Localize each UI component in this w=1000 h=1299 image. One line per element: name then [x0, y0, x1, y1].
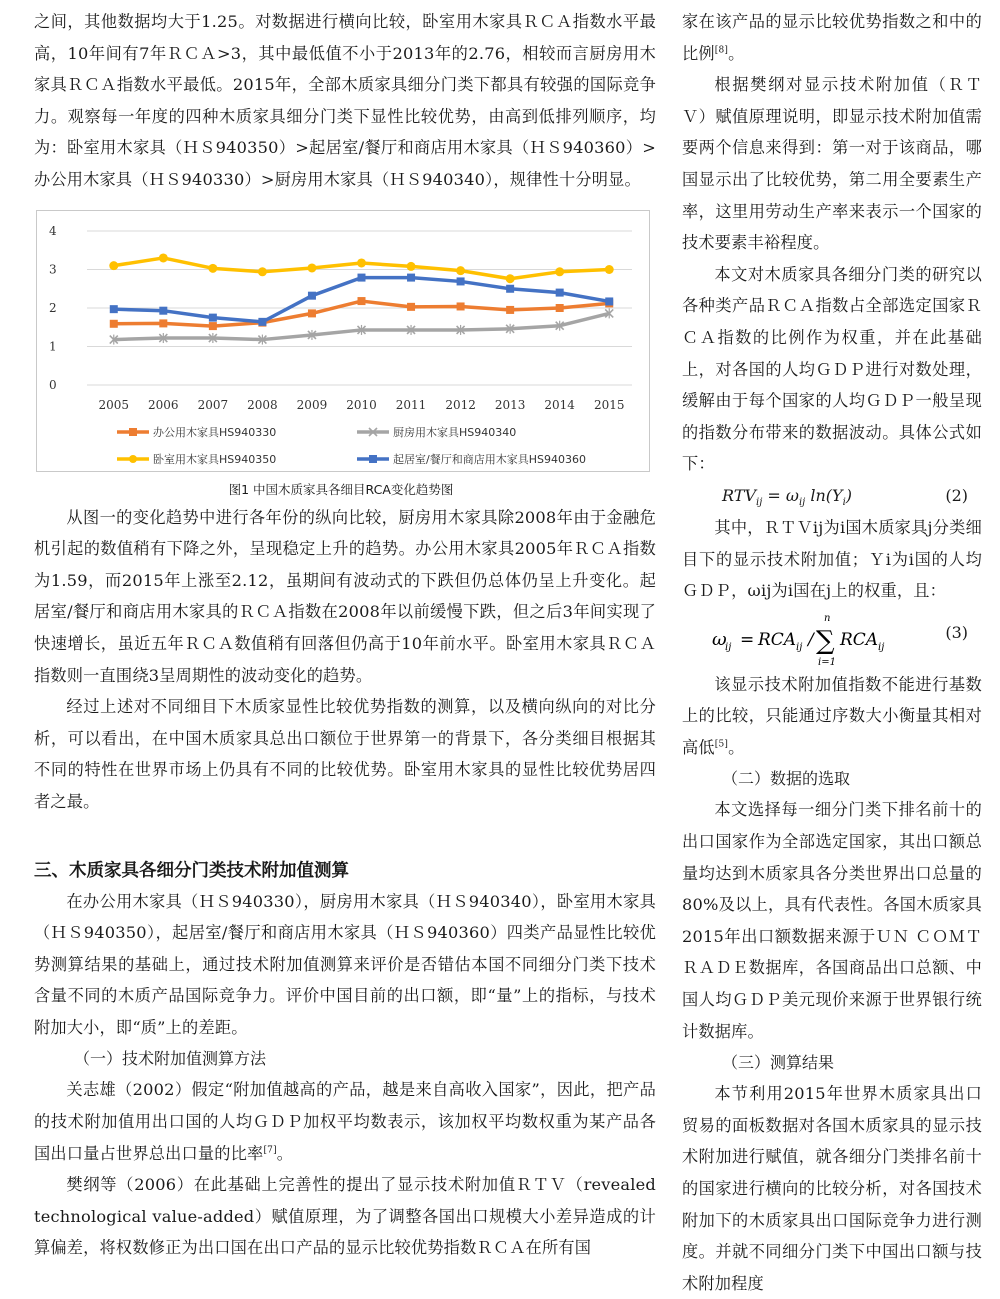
left-paragraph-1: 之间，其他数据均大于1.25。对数据进行横向比较，卧室用木家具ＲＣＡ指数水平最高，10年间有7年ＲＣＡ>3，其中最低值不小于2013年的2.76，相较而言厨房用木家具ＲＣＡ指数水平最低。2015年，全部木质家具细分门类下都具有较强的国际竞争力。观察每一年度的四种木质家具细分门类下显性比较优势，由高到低排列顺序，均为：卧室用木家具（ＨＳ940350）>起居室/餐厅和商店用木家具（ＨＳ940360）>办公用木家具（ＨＳ940330）>厨房用木家具（ＨＳ940340），规律性十分明显。 [34, 12, 656, 189]
x-tick-label: 2010 [346, 397, 377, 412]
left-paragraph-5-end: 。 [276, 1143, 294, 1163]
left-paragraph-4: 在办公用木家具（ＨＳ940330），厨房用木家具（ＨＳ940340），卧室用木家具（ＨＳ940350），起居室/餐厅和商店用木家具（ＨＳ940360）四类产品显性比较优势测算结果的基础上，通过技术附加值测算来评价是否错估本国不同细分门类下技术含量不同的木质产品国际竞争力。评价中国目前的出口额，即“量”上的指标，与技术附加大小，即“质”上的差距。 [34, 891, 656, 1037]
left-paragraph-6: 樊纲等（2006）在此基础上完善性的提出了显示技术附加值ＲＴＶ（revealed technological value-added）赋值原理，为了调整各国出口规模大小差异造成的计算偏差，将权数修正为出口国在出口产品的显示比较优势指数ＲＣＡ在所有国 [34, 1175, 656, 1258]
right-paragraph-5-text: 该显示技术附加值指数不能进行基数上的比较，只能通过序数大小衡量其相对高低 [682, 674, 982, 757]
left-column [34, 6, 656, 1264]
formula-2 [682, 480, 982, 512]
right-paragraph-4: 其中，ＲＴＶij为i国木质家具j分类细目下的显示技术附加值；Ｙi为i国的人均ＧＤＰ，ωij为i国在j上的权重，且： [682, 517, 982, 601]
citation-ref-8: [8] [714, 45, 729, 56]
svg-text:ij: ij [725, 641, 732, 653]
data-point [457, 277, 465, 285]
data-point [457, 302, 465, 310]
y-tick-label: 1 [49, 339, 57, 354]
left-paragraph-5-text: 关志雄（2002）假定“附加值越高的产品，越是来自高收入国家”，因此，把产品的技术附加值用出口国的人均ＧＤＰ加权平均数表示，该加权平均数权重为某产品各国出口量占世界总出口量的比率 [34, 1080, 656, 1163]
data-point [407, 273, 415, 281]
y-tick-label: 3 [49, 262, 57, 277]
svg-text:ω: ω [712, 628, 727, 650]
data-point [605, 265, 614, 274]
data-point [308, 291, 316, 299]
x-tick-label: 2007 [197, 397, 229, 412]
x-axis-ticks [98, 398, 624, 412]
x-tick-label: 2012 [445, 397, 476, 412]
data-point [506, 284, 514, 292]
chart-series [109, 253, 613, 344]
legend-label: 起居室/餐厅和商店用木家具HS940360 [393, 452, 586, 466]
chart-legend [117, 425, 586, 466]
data-point [208, 263, 217, 272]
data-point [110, 319, 118, 327]
data-point [159, 253, 168, 262]
x-tick-label: 2009 [296, 397, 328, 412]
left-paragraph-3: 经过上述对不同细目下木质家显性比较优势指数的测算，以及横向纵向的对比分析，可以看出，在中国木质家具总出口额位于世界第一的背景下，各分类细目根据其不同的特性在世界市场上仍具有不同的比较优势。卧室用木家具的显性比较优势居四者之最。 [34, 697, 656, 811]
data-point [358, 297, 366, 305]
data-point [556, 288, 564, 296]
data-point [358, 273, 366, 281]
left-paragraph-2: 从图一的变化趋势中进行各年份的纵向比较，厨房用木家具除2008年由于金融危机引起的数值稍有下降之外，呈现稳定上升的趋势。办公用木家具2005年ＲＣＡ指数为1.59，而2015年上涨至2.12，虽期间有波动式的下跌但仍总体仍呈上升变化。起居室/餐厅和商店用木家具的ＲＣＡ指数在2008年以前缓慢下跌，但之后3年间实现了快速增长，虽近五年ＲＣＡ数值稍有回落但仍高于10年前水平。卧室用木家具ＲＣＡ指数则一直围绕3呈周期性的波动变化的趋势。 [34, 507, 656, 685]
data-point [307, 263, 316, 272]
data-point [456, 266, 465, 275]
formula-3 [682, 607, 982, 669]
data-point [357, 258, 366, 267]
citation-ref-5: [5] [714, 739, 729, 750]
legend-item [117, 425, 276, 439]
data-point [506, 305, 514, 313]
data-point [109, 261, 118, 270]
data-point [159, 319, 167, 327]
right-paragraph-1 [682, 6, 982, 69]
data-point [506, 274, 515, 283]
legend-label: 厨房用木家具HS940340 [393, 425, 517, 439]
x-tick-label: 2008 [247, 397, 278, 412]
svg-text:i=1: i=1 [818, 656, 836, 668]
svg-text:RCA: RCA [758, 629, 797, 650]
data-point [407, 302, 415, 310]
y-tick-label: 0 [49, 377, 57, 392]
data-point [556, 304, 564, 312]
legend-label: 办公用木家具HS940330 [153, 425, 277, 439]
x-tick-label: 2005 [98, 397, 130, 412]
chart-svg [37, 211, 649, 471]
x-tick-label: 2011 [395, 397, 427, 412]
formula-3-number: (3) [945, 622, 968, 642]
data-point [258, 317, 266, 325]
svg-text:ij: ij [878, 641, 885, 653]
data-point [209, 322, 217, 330]
figure-caption: 图1 中国木质家具各细目RCA变化趋势图 [228, 481, 454, 497]
legend-item [357, 425, 516, 439]
data-point [555, 267, 564, 276]
svg-text:n: n [824, 612, 831, 624]
x-tick-label: 2006 [148, 397, 179, 412]
svg-text:=: = [740, 629, 755, 650]
formula-3-expression [708, 607, 938, 669]
right-paragraph-3: 本文对木质家具各细分门类的研究以各种类产品ＲＣＡ指数占全部选定国家ＲＣＡ指数的比例作为权重，并在此基础上，对各国的人均ＧＤＰ进行对数处理，缓解由于每个国家的人均ＧＤＰ一般呈现的指数分布带来的数据波动。具体公式如下： [682, 264, 982, 474]
y-axis-ticks [49, 224, 57, 392]
citation-ref-7: [7] [263, 1145, 277, 1156]
right-paragraph-7: 本节利用2015年世界木质家具出口贸易的面板数据对各国木质家具的显示技术附加进行赋值，就各细分门类排名前十的国家进行横向的比较分析，对各国技术附加下的木质家具出口国际竞争力进行测度。并就不同细分门类下中国出口额与技术附加程度 [682, 1084, 982, 1293]
data-point [258, 267, 267, 276]
right-paragraph-1-end: 。 [728, 43, 745, 63]
subsection-2-title: （二）数据的选取 [722, 769, 851, 789]
right-paragraph-2: 根据樊纲对显示技术附加值（ＲＴＶ）赋值原理说明，即显示技术附加值需要两个信息来得到：第一对于该商品，哪国显示出了比较优势，第二用全要素生产率，这里用劳动生产率来表示一个国家的技术要素丰裕程度。 [682, 75, 982, 253]
data-point [308, 309, 316, 317]
svg-text:RCA: RCA [840, 629, 879, 650]
y-tick-label: 2 [49, 300, 57, 315]
subsection-1-title: （一）技术附加值测算方法 [74, 1049, 267, 1069]
right-paragraph-1-text: 家在该产品的显示比较优势指数之和中的比例 [682, 12, 982, 63]
right-paragraph-6: 本文选择每一细分门类下排名前十的出口国家作为全部选定国家，其出口额总量均达到木质家具各分类世界出口总量的80%及以上，具有代表性。各国木质家具2015年出口额数据来源于ＵＮ ＣＯＭＴＲＡＤＥ数据库，各国商品出口总额、中国人均ＧＤＰ美元现价来源于世界银行统计数据库。 [682, 800, 982, 1041]
data-point [209, 313, 217, 321]
svg-text:∑: ∑ [816, 625, 835, 656]
data-point [110, 305, 118, 313]
x-tick-label: 2015 [593, 397, 625, 412]
right-column [682, 6, 982, 1299]
subsection-3-title: （三）测算结果 [722, 1053, 835, 1073]
x-tick-label: 2014 [544, 397, 575, 412]
y-tick-label: 4 [49, 223, 57, 238]
legend-label: 卧室用木家具HS940350 [153, 452, 277, 466]
right-paragraph-5-end: 。 [728, 737, 745, 757]
data-point [159, 306, 167, 314]
right-paragraph-5 [682, 669, 982, 764]
legend-item [117, 452, 276, 466]
svg-text:ij: ij [796, 641, 803, 653]
data-point [605, 297, 613, 305]
formula-2-number: (2) [945, 485, 968, 505]
svg-text:/: / [808, 629, 814, 650]
data-point [407, 261, 416, 270]
legend-item [357, 452, 586, 466]
left-paragraph-5 [34, 1074, 656, 1169]
x-tick-label: 2013 [494, 397, 526, 412]
section-title: 三、木质家具各细分门类技术附加值测算 [34, 860, 349, 881]
formula-2-expression: $RTV_{ij} = \omega_{ij}$ $\ln(Y_i)$ [722, 485, 853, 509]
rca-trend-chart [36, 210, 650, 472]
